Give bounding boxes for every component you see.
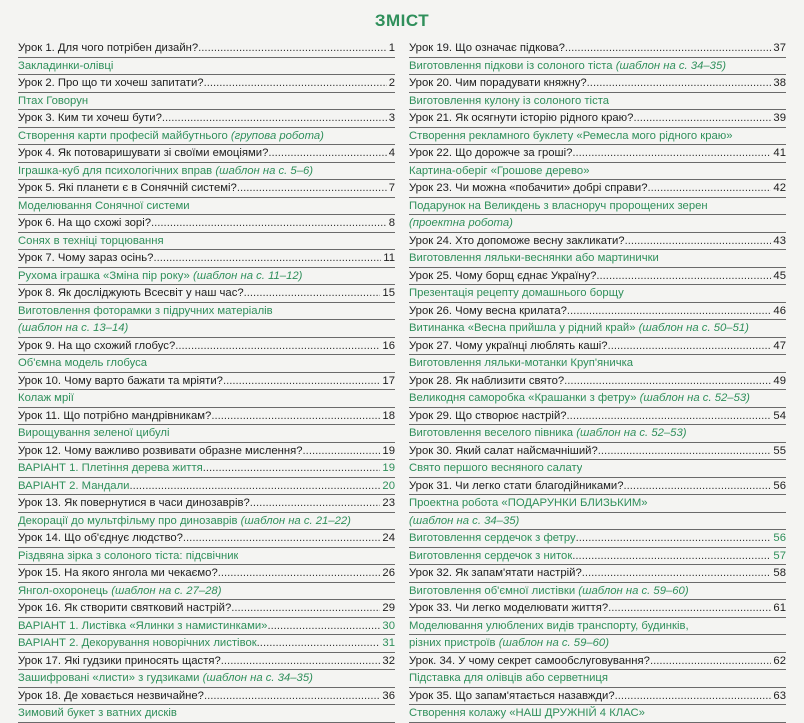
toc-entry-title: Урок 10. Чому варто бажати та мріяти? — [18, 374, 223, 387]
toc-entry-title: Виготовлення ляльки-веснянки або мартинички — [409, 252, 659, 264]
toc-lesson-row — [409, 443, 786, 461]
toc-page-number: 49 — [773, 374, 786, 387]
toc-entry-title — [409, 513, 519, 530]
toc-entry-title — [409, 215, 513, 232]
toc-page-number: 57 — [773, 549, 786, 562]
toc-entry-title: Витинанка «Весна прийшла у рідний край» (шаблон на с. 50–51) — [409, 322, 749, 334]
dot-leader — [633, 110, 771, 127]
toc-entry-title: Урок 3. Ким ти хочеш бути? — [18, 112, 162, 124]
dot-leader — [598, 443, 772, 460]
toc-activity-row — [409, 460, 786, 478]
dot-leader — [625, 233, 772, 250]
toc-page-number: 3 — [388, 112, 395, 124]
toc-activity-row — [18, 460, 395, 478]
toc-entry-title: Урок 20. Чим порадувати княжну? — [409, 77, 587, 89]
toc-page-number: 19 — [382, 462, 395, 474]
toc-template-note: (шаблон на с. 27–28) — [108, 584, 222, 597]
toc-lesson-row — [18, 40, 395, 58]
toc-entry-title: Підставка для олівців або серветниця — [409, 672, 608, 684]
dot-leader — [237, 180, 387, 197]
toc-page-number: 62 — [773, 654, 786, 667]
toc-entry-title: ВАРІАНТ 1. Листівка «Ялинки з намистинками» — [18, 619, 268, 632]
toc-entry-title: Зимовий букет з ватних дисків — [18, 707, 177, 719]
toc-entry-title: Свято першого весняного салату — [409, 462, 583, 474]
toc-entry-title: Урок 28. Як наблизити свято? — [409, 374, 565, 387]
toc-page-number: 43 — [773, 234, 786, 247]
toc-entry-title: Колаж мрії — [18, 392, 74, 404]
toc-page-number: 4 — [388, 147, 395, 159]
toc-page-number: 41 — [773, 147, 786, 159]
toc-lesson-row — [18, 338, 395, 356]
toc-entry-title: Великодня саморобка «Крашанки з фетру» (шаблон на с. 52–53) — [409, 392, 750, 404]
toc-activity-row — [18, 618, 395, 636]
toc-entry-title: Урок. 34. У чому секрет самообслуговування? — [409, 654, 650, 667]
toc-lesson-row — [18, 145, 395, 163]
toc-template-note: (шаблон на с. 5–6) — [212, 164, 314, 177]
toc-template-note: (проектна робота) — [409, 217, 513, 229]
toc-entry-title: Вирощування зеленої цибулі — [18, 427, 170, 439]
toc-entry-title: Зашифровані «листи» з гудзиками (шаблон на с. 34–35) — [18, 672, 313, 684]
toc-entry-title: Урок 22. Що дорожче за гроші? — [409, 147, 573, 159]
toc-entry-title: Сонях в техніці торцювання — [18, 234, 164, 247]
toc-page-number: 2 — [388, 77, 395, 89]
toc-entry-title: Виготовлення об'ємної листівки (шаблон на с. 59–60) — [409, 584, 689, 597]
toc-entry-title: Проектна робота «ПОДАРУНКИ БЛИЗЬКИМ» — [409, 497, 648, 509]
toc-activity-row — [409, 635, 786, 653]
toc-entry-title: Моделювання Сонячної системи — [18, 199, 190, 212]
toc-entry-title — [18, 320, 128, 337]
toc-page-number: 39 — [773, 112, 786, 124]
toc-activity-row — [18, 320, 395, 338]
toc-activity-row — [18, 635, 395, 653]
toc-template-note: (шаблон на с. 34–35) — [612, 59, 726, 72]
toc-entry-title: Урок 6. На що схожі зорі? — [18, 217, 151, 229]
toc-entry-title: Декорації до мультфільму про динозаврів (шаблон на с. 21–22) — [18, 514, 351, 527]
dot-leader — [183, 530, 381, 547]
toc-entry-title: Урок 8. Як досліджують Всесвіт у наш час? — [18, 287, 244, 299]
dot-leader — [211, 408, 380, 425]
toc-page-number: 30 — [382, 619, 395, 632]
toc-template-note: (шаблон на с. 59–60) — [495, 637, 609, 649]
toc-entry-title: Урок 29. Що створює настрій? — [409, 409, 567, 422]
toc-entry-title: Урок 24. Хто допоможе весну закликати? — [409, 234, 625, 247]
toc-page-number: 36 — [382, 689, 395, 702]
toc-lesson-row — [409, 600, 786, 618]
toc-page-number: 56 — [773, 479, 786, 492]
toc-lesson-row — [18, 495, 395, 513]
toc-template-note: (шаблон на с. 34–35) — [199, 672, 313, 684]
toc-activity-row — [409, 58, 786, 76]
dot-leader — [567, 303, 772, 320]
toc-entry-title: Виготовлення підкови із солоного тіста (шаблон на с. 34–35) — [409, 59, 726, 72]
toc-entry-title: ВАРІАНТ 1. Плетіння дерева життя — [18, 462, 203, 474]
toc-template-note: (шаблон на с. 21–22) — [237, 514, 351, 527]
toc-template-note: (шаблон на с. 13–14) — [18, 322, 129, 334]
toc-activity-row — [409, 530, 786, 548]
toc-entry-title: різних пристроїв (шаблон на с. 59–60) — [409, 637, 609, 649]
dot-leader — [650, 653, 771, 670]
toc-entry-title: Урок 16. Як створити святковий настрій? — [18, 602, 232, 614]
toc-template-note: (шаблон на с. 50–51) — [635, 322, 749, 334]
dot-leader — [564, 373, 771, 390]
toc-activity-row — [409, 670, 786, 688]
dot-leader — [587, 75, 772, 92]
toc-entry-title: Виготовлення сердечок з фетру — [409, 532, 576, 544]
toc-lesson-row — [18, 285, 395, 303]
toc-page-number: 56 — [773, 532, 786, 544]
toc-activity-row — [409, 285, 786, 303]
toc-activity-row — [409, 425, 786, 443]
toc-lesson-row — [18, 443, 395, 461]
toc-activity-row — [18, 128, 395, 146]
toc-page-number: 1 — [388, 42, 395, 54]
toc-activity-row — [409, 128, 786, 146]
toc-activity-row — [409, 250, 786, 268]
toc-page-number: 8 — [388, 217, 395, 229]
toc-lesson-row — [18, 600, 395, 618]
dot-leader — [582, 565, 772, 582]
dot-leader — [218, 565, 381, 582]
toc-activity-row — [18, 670, 395, 688]
toc-page-number: 63 — [773, 689, 786, 702]
toc-entry-title: Виготовлення веселого півника (шаблон на с. 52–53) — [409, 427, 687, 439]
toc-activity-row — [409, 320, 786, 338]
toc-page-number: 54 — [773, 409, 786, 422]
dot-leader — [624, 478, 772, 495]
toc-entry-title: Урок 27. Чому українці люблять каші? — [409, 339, 608, 352]
toc-lesson-row — [409, 40, 786, 58]
toc-page-number: 58 — [773, 567, 786, 579]
dot-leader — [608, 338, 772, 355]
dot-leader — [223, 373, 380, 390]
toc-activity-row — [409, 198, 786, 216]
toc-entry-title: Закладинки-олівці — [18, 59, 114, 72]
toc-entry-title: Урок 1. Для чого потрібен дизайн? — [18, 42, 199, 54]
toc-entry-title: Виготовлення кулону із солоного тіста — [409, 94, 610, 107]
dot-leader — [153, 250, 381, 267]
toc-entry-title: Урок 17. Які гудзики приносять щастя? — [18, 654, 221, 667]
toc-lesson-row — [18, 215, 395, 233]
dot-leader — [204, 688, 380, 705]
toc-page-number: 29 — [382, 602, 395, 614]
toc-lesson-row — [18, 373, 395, 391]
toc-entry-title: Урок 21. Як осягнути історію рідного краю? — [409, 112, 634, 124]
toc-activity-row — [18, 58, 395, 76]
toc-entry-title: Виготовлення сердечок з ниток — [409, 549, 573, 562]
toc-entry-title: Урок 31. Чи легко стати благодійниками? — [409, 479, 624, 492]
toc-entry-title: Урок 32. Як запам'ятати настрій? — [409, 567, 582, 579]
dot-leader — [130, 478, 381, 495]
toc-page-number: 23 — [382, 497, 395, 509]
toc-lesson-row — [409, 688, 786, 706]
toc-entry-title: Урок 11. Що потрібно мандрівникам? — [18, 409, 212, 422]
toc-lesson-row — [18, 565, 395, 583]
toc-page-number: 16 — [382, 339, 395, 352]
toc-activity-row — [18, 583, 395, 601]
dot-leader — [565, 40, 772, 57]
toc-activity-row — [18, 425, 395, 443]
toc-lesson-row — [409, 478, 786, 496]
toc-page-number: 46 — [773, 304, 786, 317]
toc-page-number: 20 — [382, 479, 395, 492]
toc-entry-title: Урок 25. Чому борщ єднає Україну? — [409, 269, 597, 282]
toc-columns — [18, 40, 786, 723]
toc-entry-title: Об'ємна модель глобуса — [18, 357, 148, 369]
dot-leader — [221, 653, 381, 670]
toc-entry-title: Урок 4. Як потоваришувати зі своїми емоціями? — [18, 147, 269, 159]
toc-entry-title: Картина-оберіг «Грошове дерево» — [409, 164, 590, 177]
dot-leader — [244, 285, 381, 302]
dot-leader — [572, 145, 771, 162]
toc-lesson-row — [409, 373, 786, 391]
toc-entry-title: Подарунок на Великдень з власноруч пророщених зерен — [409, 199, 708, 212]
toc-template-note: (шаблон на с. 52–53) — [636, 392, 750, 404]
toc-entry-title: Створення карти професій майбутнього (групова робота) — [18, 129, 324, 142]
toc-entry-title: Урок 26. Чому весна крилата? — [409, 304, 567, 317]
toc-lesson-row — [409, 338, 786, 356]
toc-lesson-row — [409, 408, 786, 426]
toc-entry-title: Урок 35. Що запам'ятається назавжди? — [409, 689, 615, 702]
toc-activity-row — [18, 268, 395, 286]
toc-entry-title: Урок 14. Що об'єднує людство? — [18, 532, 183, 544]
toc-activity-row — [18, 93, 395, 111]
toc-lesson-row — [409, 268, 786, 286]
dot-leader — [231, 600, 380, 617]
dot-leader — [648, 180, 772, 197]
toc-entry-title: Різдвяна зірка з солоного тіста: підсвічник — [18, 549, 239, 562]
dot-leader — [596, 268, 771, 285]
toc-activity-row — [409, 705, 786, 723]
toc-entry-title: Презентація рецепту домашнього борщу — [409, 287, 624, 299]
toc-entry-title: Урок 18. Де ховається незвичайне? — [18, 689, 204, 702]
toc-activity-row — [409, 215, 786, 233]
toc-activity-row — [18, 705, 395, 723]
toc-template-note: (шаблон на с. 59–60) — [575, 584, 689, 597]
toc-lesson-row — [18, 530, 395, 548]
toc-activity-row — [18, 163, 395, 181]
dot-leader — [608, 600, 771, 617]
toc-entry-title: Урок 2. Про що ти хочеш запитати? — [18, 77, 204, 89]
toc-activity-row — [409, 495, 786, 513]
toc-entry-title: Іграшка-куб для психологічних вправ (шаблон на с. 5–6) — [18, 164, 314, 177]
toc-activity-row — [18, 233, 395, 251]
toc-entry-title: Виготовлення ляльки-мотанки Круп'яничка — [409, 357, 634, 369]
dot-leader — [576, 530, 772, 547]
dot-leader — [267, 618, 380, 635]
toc-left-column — [18, 40, 395, 723]
toc-entry-title: Урок 15. На якого янгола ми чекаємо? — [18, 567, 218, 579]
toc-lesson-row — [18, 110, 395, 128]
toc-entry-title: Урок 30. Який салат найсмачніший? — [409, 444, 598, 457]
toc-entry-title: Урок 7. Чому зараз осінь? — [18, 252, 154, 264]
toc-activity-row — [409, 513, 786, 531]
toc-lesson-row — [409, 145, 786, 163]
dot-leader — [204, 75, 387, 92]
toc-lesson-row — [18, 653, 395, 671]
dot-leader — [198, 40, 387, 57]
toc-entry-title: Рухома іграшка «Зміна пір року» (шаблон на с. 11–12) — [18, 269, 303, 282]
toc-page-number: 45 — [773, 269, 786, 282]
toc-lesson-row — [18, 250, 395, 268]
toc-page-number: 31 — [382, 637, 395, 649]
toc-entry-title: Виготовлення фоторамки з підручних матеріалів — [18, 304, 273, 317]
toc-activity-row — [409, 355, 786, 373]
toc-page-number: 47 — [773, 339, 786, 352]
toc-page-number: 24 — [382, 532, 395, 544]
toc-entry-title: Урок 5. Які планети є в Сонячній системі? — [18, 182, 237, 194]
toc-lesson-row — [409, 233, 786, 251]
toc-lesson-row — [409, 75, 786, 93]
toc-page-number: 32 — [382, 654, 395, 667]
toc-activity-row — [409, 93, 786, 111]
toc-template-note: (шаблон на с. 52–53) — [573, 427, 687, 439]
toc-lesson-row — [409, 110, 786, 128]
toc-entry-title: Урок 9. На що схожий глобус? — [18, 339, 176, 352]
toc-activity-row — [18, 303, 395, 321]
toc-activity-row — [409, 390, 786, 408]
toc-page-number: 7 — [388, 182, 395, 194]
toc-page-number: 38 — [773, 77, 786, 89]
toc-activity-row — [18, 355, 395, 373]
toc-lesson-row — [409, 303, 786, 321]
toc-page-number: 61 — [773, 602, 786, 614]
toc-page-number: 37 — [773, 42, 786, 54]
dot-leader — [162, 110, 387, 127]
toc-lesson-row — [409, 565, 786, 583]
toc-page-number: 42 — [773, 182, 786, 194]
toc-lesson-row — [18, 408, 395, 426]
dot-leader — [257, 635, 381, 652]
toc-entry-title: Урок 19. Що означає підкова? — [409, 42, 565, 54]
dot-leader — [572, 548, 771, 565]
dot-leader — [303, 443, 381, 460]
toc-template-note: (групова робота) — [227, 129, 324, 142]
toc-page-number: 55 — [773, 444, 786, 457]
toc-page-number: 18 — [382, 409, 395, 422]
toc-right-column — [409, 40, 786, 723]
toc-activity-row — [18, 548, 395, 566]
dot-leader — [615, 688, 772, 705]
toc-entry-title: Урок 13. Як повернутися в часи динозаврів? — [18, 497, 250, 509]
dot-leader — [203, 460, 381, 477]
toc-activity-row — [18, 478, 395, 496]
toc-entry-title: Птах Говорун — [18, 94, 89, 107]
toc-lesson-row — [409, 180, 786, 198]
toc-lesson-row — [409, 653, 786, 671]
toc-entry-title: Янгол-охоронець (шаблон на с. 27–28) — [18, 584, 222, 597]
toc-entry-title: ВАРІАНТ 2. Декорування новорічних листівок — [18, 637, 257, 649]
toc-activity-row — [18, 390, 395, 408]
toc-entry-title: Створення рекламного буклету «Ремесла мого рідного краю» — [409, 129, 733, 142]
toc-page-number: 11 — [383, 252, 395, 264]
toc-page-number: 26 — [382, 567, 395, 579]
toc-activity-row — [409, 583, 786, 601]
toc-activity-row — [409, 163, 786, 181]
toc-entry-title: Моделювання улюблених видів транспорту, будинків, — [409, 619, 689, 632]
toc-entry-title: Створення колажу «НАШ ДРУЖНІЙ 4 КЛАС» — [409, 707, 645, 719]
toc-page-number: 15 — [382, 287, 395, 299]
toc-entry-title: Урок 33. Чи легко моделювати життя? — [409, 602, 609, 614]
toc-page-number: 19 — [382, 444, 395, 457]
dot-leader — [175, 338, 380, 355]
toc-lesson-row — [18, 688, 395, 706]
toc-entry-title: ВАРІАНТ 2. Мандали — [18, 479, 130, 492]
toc-lesson-row — [18, 75, 395, 93]
toc-entry-title: Урок 12. Чому важливо розвивати образне мислення? — [18, 444, 303, 457]
toc-activity-row — [18, 198, 395, 216]
toc-activity-row — [18, 513, 395, 531]
dot-leader — [151, 215, 387, 232]
toc-entry-title: Урок 23. Чи можна «побачити» добрі справи? — [409, 182, 648, 194]
toc-activity-row — [409, 548, 786, 566]
toc-template-note: (шаблон на с. 34–35) — [409, 514, 520, 527]
toc-activity-row — [409, 618, 786, 636]
dot-leader — [250, 495, 381, 512]
dot-leader — [268, 145, 386, 162]
toc-page-number: 17 — [382, 374, 395, 387]
dot-leader — [567, 408, 772, 425]
toc-lesson-row — [18, 180, 395, 198]
toc-template-note: (шаблон на с. 11–12) — [189, 269, 303, 282]
page-title: ЗМІСТ — [374, 11, 430, 30]
